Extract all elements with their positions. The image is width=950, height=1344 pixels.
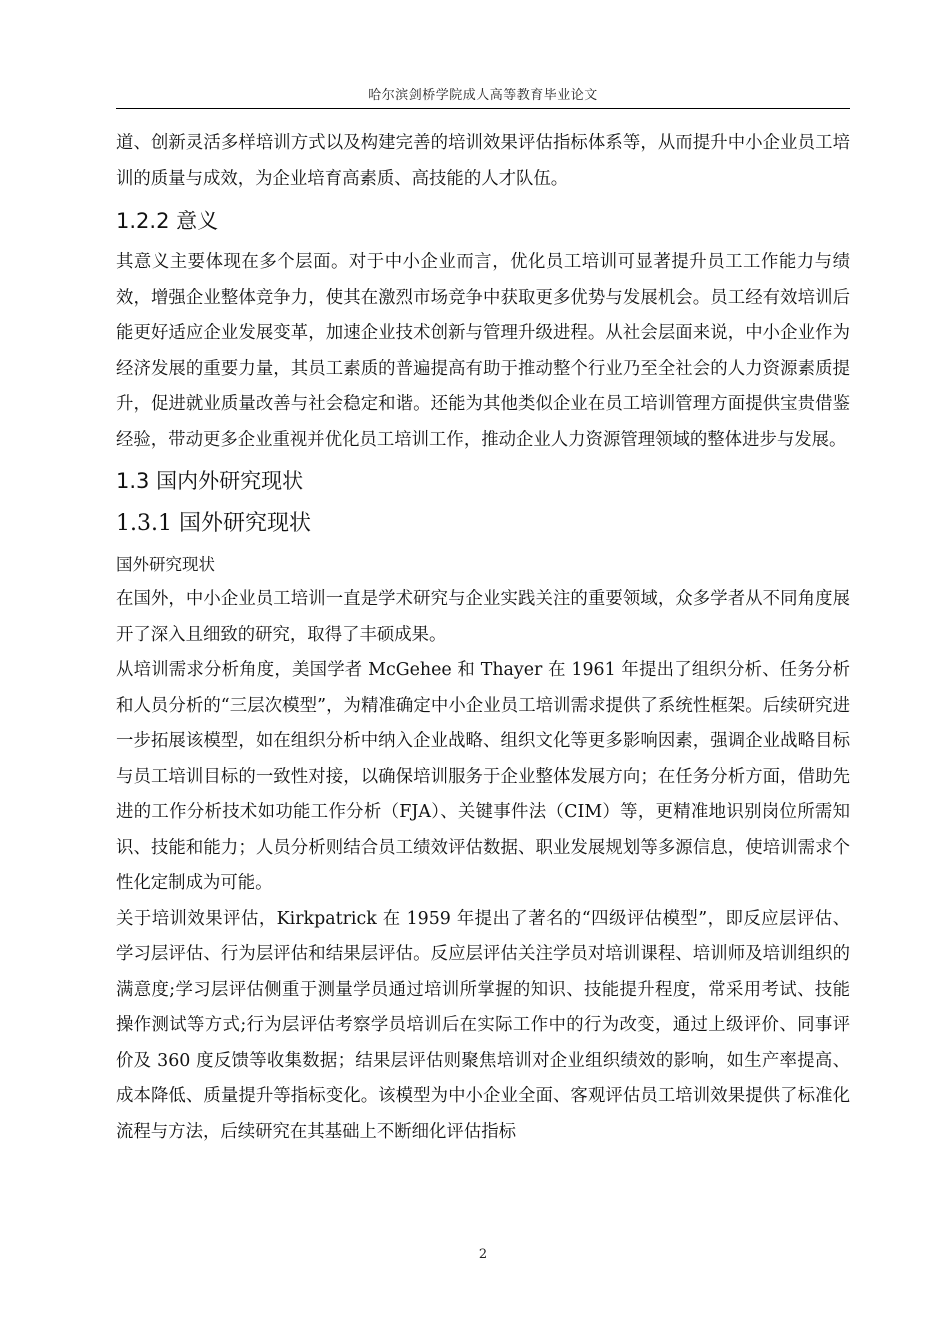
- paragraph-continuation: 道、创新灵活多样培训方式以及构建完善的培训效果评估指标体系等，从而提升中小企业员工培训的质量与成效，为企业培育高素质、高技能的人才队伍。: [116, 133, 850, 189]
- section-heading-1-3-1: 1.3.1 国外研究现状: [116, 511, 311, 536]
- paragraph-effect-evaluation: 关于培训效果评估，Kirkpatrick 在 1959 年提出了著名的“四级评估模型”，即反应层评估、学习层评估、行为层评估和结果层评估。反应层评估关注学员对培训课程、培训师及培训组织的满意度;学习层评估侧重于测量学员通过培训所掌握的知识、技能提升程度，常采用考试、技能操作测试等方式;行为层评估考察学员培训后在实际工作中的行为改变，通过上级评价、同事评价及 360 度反馈等收集数据；结果层评估则聚焦培训对企业组织绩效的影响，如生产率提高、成本降低、质量提升等指标变化。该模型为中小企业全面、客观评估员工培训效果提供了标准化流程与方法，后续研究在其基础上不断细化评估指标: [116, 908, 850, 1142]
- paragraph-foreign-intro: 在国外，中小企业员工培训一直是学术研究与企业实践关注的重要领域，众多学者从不同角度展开了深入且细致的研究，取得了丰硕成果。: [116, 589, 850, 645]
- header-divider: [116, 108, 850, 109]
- document-body: [116, 126, 850, 1150]
- page-number: 2: [478, 1247, 488, 1262]
- running-header: 哈尔滨剑桥学院成人高等教育毕业论文: [368, 88, 598, 103]
- section-heading-1-2-2: 1.2.2 意义: [116, 209, 219, 233]
- paragraph-needs-analysis: 从培训需求分析角度，美国学者 McGehee 和 Thayer 在 1961 年提出了组织分析、任务分析和人员分析的“三层次模型”，为精准确定中小企业员工培训需求提供了系统性框架。后续研究进一步拓展该模型，如在组织分析中纳入企业战略、组织文化等更多影响因素，强调企业战略目标与员工培训目标的一致性对接，以确保培训服务于企业整体发展方向；在任务分析方面，借助先进的工作分析技术如功能工作分析（FJA）、关键事件法（CIM）等，更精准地识别岗位所需知识、技能和能力；人员分析则结合员工绩效评估数据、职业发展规划等多源信息，使培训需求个性化定制成为可能。: [116, 660, 850, 893]
- sub-label: 国外研究现状: [116, 555, 215, 574]
- paragraph-significance: 其意义主要体现在多个层面。对于中小企业而言，优化员工培训可显著提升员工工作能力与绩效，增强企业整体竞争力，使其在激烈市场竞争中获取更多优势与发展机会。员工经有效培训后能更好适应企业发展变革，加速企业技术创新与管理升级进程。从社会层面来说，中小企业作为经济发展的重要力量，其员工素质的普遍提高有助于推动整个行业乃至全社会的人力资源素质提升，促进就业质量改善与社会稳定和谐。还能为其他类似企业在员工培训管理方面提供宝贵借鉴经验，带动更多企业重视并优化员工培训工作，推动企业人力资源管理领域的整体进步与发展。: [116, 252, 850, 450]
- section-heading-1-3: 1.3 国内外研究现状: [116, 469, 304, 493]
